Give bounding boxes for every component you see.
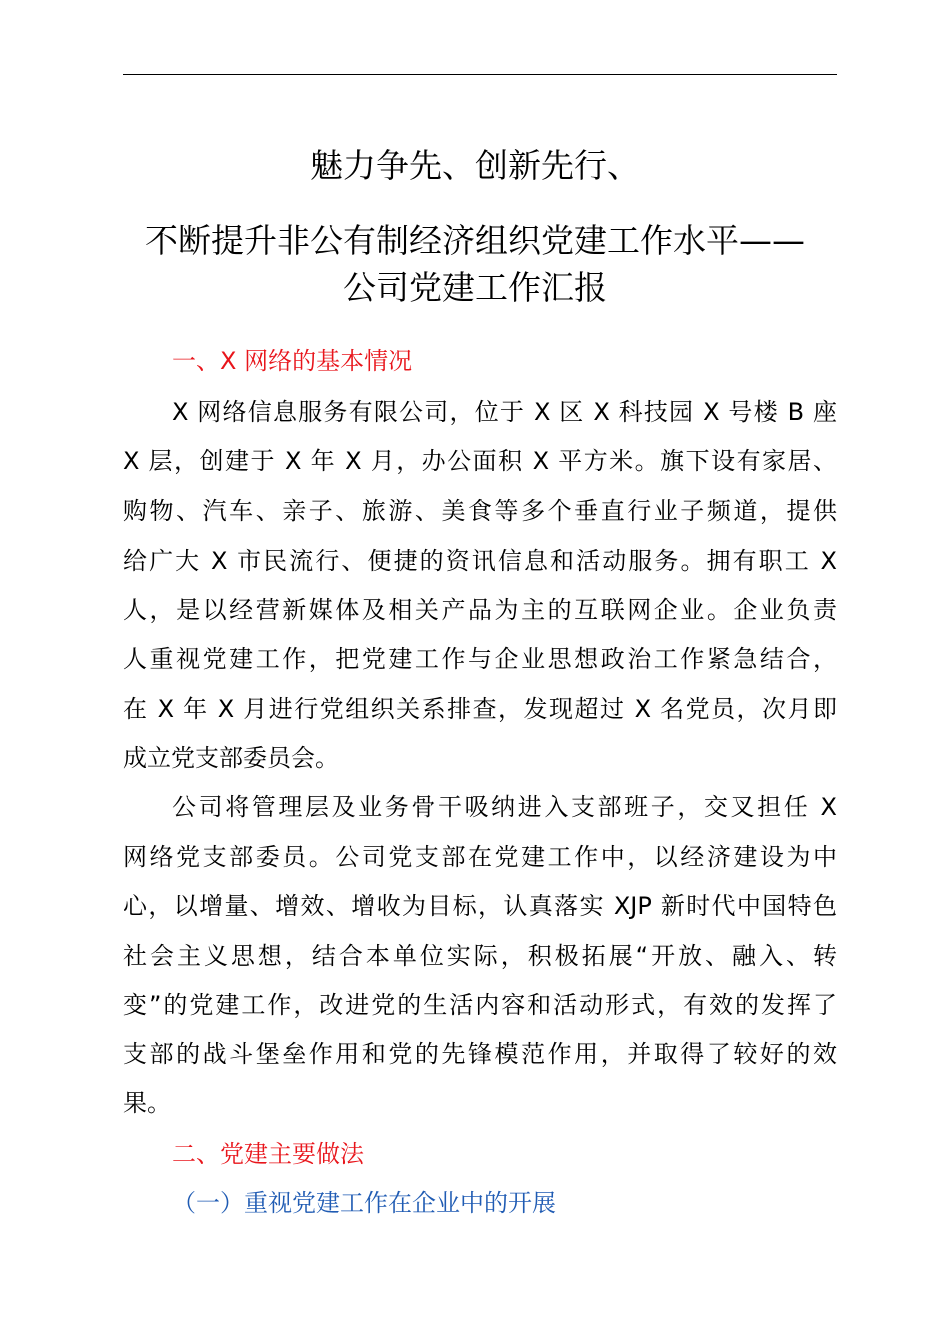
section-2-heading: 二、党建主要做法 [172,1140,364,1168]
paragraph-1-line: 在 X 年 X 月进行党组织关系排查，发现超过 X 名党员，次月即 [123,695,837,723]
paragraph-1-line: X 层，创建于 X 年 X 月，办公面积 X 平方米。旗下设有家居、 [123,447,837,475]
title-line-1: 魅力争先、创新先行、 [310,146,640,185]
header-rule [123,74,837,75]
paragraph-1-line: 给广大 X 市民流行、便捷的资讯信息和活动服务。拥有职工 X [123,547,837,575]
paragraph-2-line: 网络党支部委员。公司党支部在党建工作中，以经济建设为中 [123,843,837,871]
subsection-1-heading: （一）重视党建工作在企业中的开展 [172,1189,556,1217]
paragraph-2-line: 支部的战斗堡垒作用和党的先锋模范作用，并取得了较好的效 [123,1040,837,1068]
section-1-heading: 一、X 网络的基本情况 [172,347,413,375]
paragraph-1-line: 购物、汽车、亲子、旅游、美食等多个垂直行业子频道，提供 [123,497,837,525]
paragraph-2-line: 公司将管理层及业务骨干吸纳进入支部班子，交叉担任 X [172,793,837,821]
paragraph-1-line: 人重视党建工作，把党建工作与企业思想政治工作紧急结合， [123,645,837,673]
paragraph-2-line: 果。 [123,1089,171,1117]
paragraph-1-line: 成立党支部委员会。 [123,744,339,772]
title-line-3: 公司党建工作汇报 [343,268,607,307]
paragraph-1-line: X 网络信息服务有限公司，位于 X 区 X 科技园 X 号楼 B 座 [172,398,837,426]
paragraph-2-line: 心，以增量、增效、增收为目标，认真落实 XJP 新时代中国特色 [123,892,837,920]
paragraph-2-line: 社会主义思想，结合本单位实际，积极拓展“开放、融入、转 [123,942,837,970]
title-line-2: 不断提升非公有制经济组织党建工作水平—— [145,221,805,260]
paragraph-1-line: 人，是以经营新媒体及相关产品为主的互联网企业。企业负责 [123,596,837,624]
paragraph-2-line: 变”的党建工作，改进党的生活内容和活动形式，有效的发挥了 [123,991,837,1019]
